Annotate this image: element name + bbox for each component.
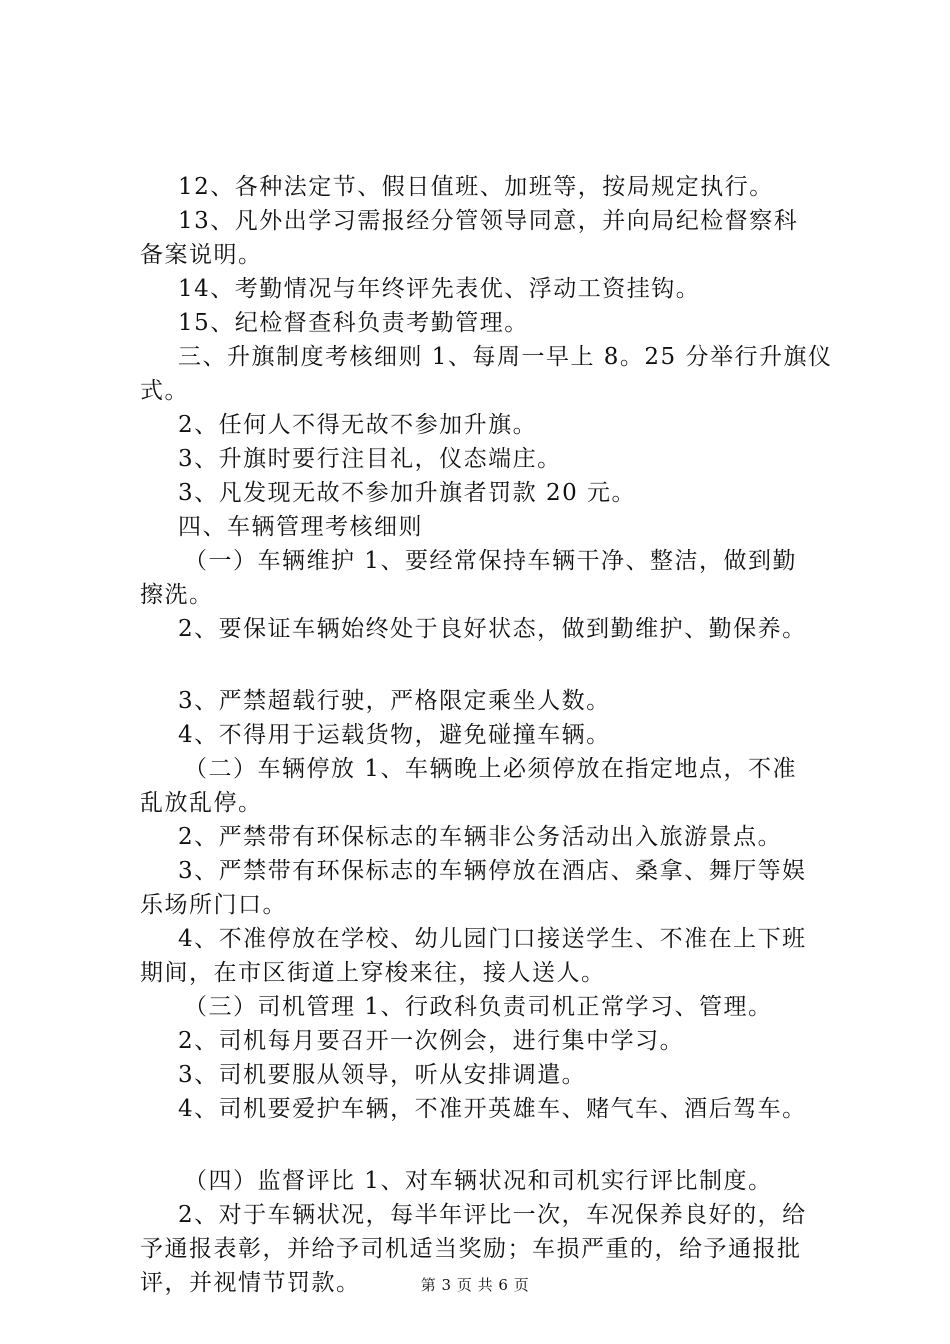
subsection-line: （二）车辆停放 1、车辆晚上必须停放在指定地点，不准 [184,756,797,782]
paragraph-line: 3、司机要服从领导，听从安排调遣。 [178,1062,587,1088]
paragraph-gap [140,1126,840,1164]
section-heading: 三、升旗制度考核细则 1、每周一早上 8。25 分举行升旗仪 [178,344,833,370]
paragraph-line: 3、严禁超载行驶，严格限定乘坐人数。 [178,688,611,714]
paragraph-line: 15、纪检督查科负责考勤管理。 [178,310,529,336]
paragraph-line: 14、考勤情况与年终评先表优、浮动工资挂钩。 [178,276,701,302]
paragraph-line: 予通报表彰，并给予司机适当奖励；车损严重的，给予通报批 [140,1236,802,1262]
page-number-footer: 第 3 页 共 6 页 [420,1276,530,1294]
subsection-line: （三）司机管理 1、行政科负责司机正常学习、管理。 [184,994,773,1020]
paragraph-line: 备案说明。 [140,242,263,268]
paragraph-line: 式。 [140,378,189,404]
paragraph-line: 乐场所门口。 [140,892,287,918]
paragraph-line: 乱放乱停。 [140,790,263,816]
subsection-line: （四）监督评比 1、对车辆状况和司机实行评比制度。 [184,1168,773,1194]
paragraph-line: 12、各种法定节、假日值班、加班等，按局规定执行。 [178,174,774,200]
paragraph-line: 2、对于车辆状况，每半年评比一次，车况保养良好的，给 [178,1202,807,1228]
paragraph-gap [140,646,840,684]
paragraph-line: 4、不得用于运载货物，避免碰撞车辆。 [178,722,611,748]
paragraph-line: 4、司机要爱护车辆，不准开英雄车、赌气车、酒后驾车。 [178,1096,807,1122]
paragraph-line: 2、严禁带有环保标志的车辆非公务活动出入旅游景点。 [178,824,783,850]
paragraph-line: 4、不准停放在学校、幼儿园门口接送学生、不准在上下班 [178,926,807,952]
paragraph-line: 期间，在市区街道上穿梭来往，接人送人。 [140,960,606,986]
paragraph-line: 2、司机每月要召开一次例会，进行集中学习。 [178,1028,685,1054]
paragraph-line: 13、凡外出学习需报经分管领导同意，并向局纪检督察科 [178,208,799,234]
paragraph-line: 3、升旗时要行注目礼，仪态端庄。 [178,446,562,472]
section-heading: 四、车辆管理考核细则 [178,514,423,540]
paragraph-line: 擦洗。 [140,582,214,608]
paragraph-line: 2、任何人不得无故不参加升旗。 [178,412,538,438]
paragraph-line: 3、严禁带有环保标志的车辆停放在酒店、桑拿、舞厅等娱 [178,858,807,884]
paragraph-line: 2、要保证车辆始终处于良好状态，做到勤维护、勤保养。 [178,616,807,642]
subsection-line: （一）车辆维护 1、要经常保持车辆干净、整洁，做到勤 [184,548,797,574]
paragraph-line: 评，并视情节罚款。 [140,1270,361,1296]
document-body [140,170,840,1300]
paragraph-line: 3、凡发现无故不参加升旗者罚款 20 元。 [178,480,637,506]
